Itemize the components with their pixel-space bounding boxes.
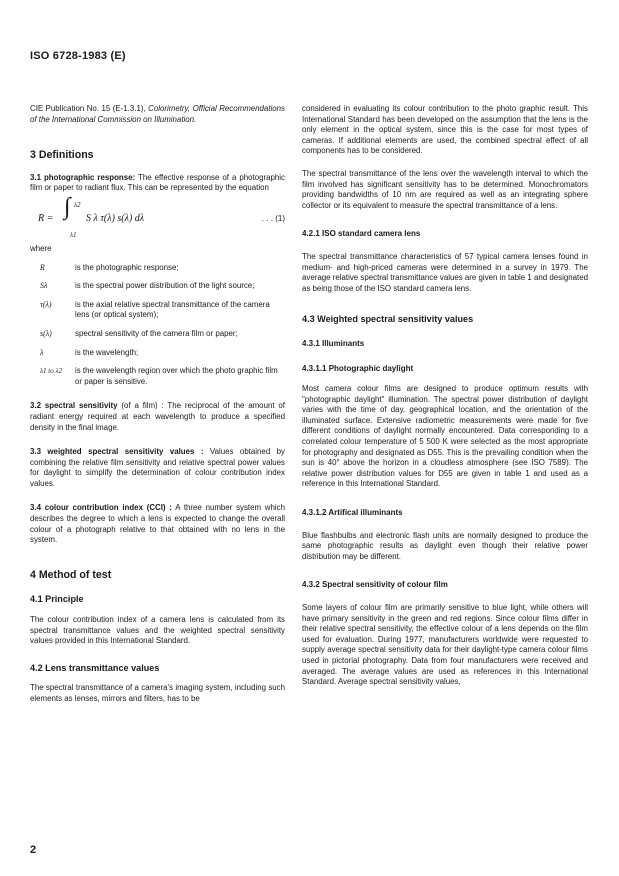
- definition-term: 3.2 spectral sensitivity: [30, 401, 118, 411]
- section-4-3-2-text: Some layers of colour film are primarily sensitive to blue light, while others will have primary sensitivity in the green and red regions. Since colour films differ in their relative spectral sensitivity, the effective colour of a lens depends on the film used for evaluation. During 1977, manufacturers worldwide were requested to supply average spectral sensitivity data for their daylight-type camera colour films used in pictorial photography. Data from four manufacturers were received and averaged. The average values are used as references in this International Standard. Average spectral sensitivity values,: [302, 603, 588, 687]
- equation-number: . . . (1): [261, 213, 285, 223]
- definition-row: [30, 300, 285, 321]
- intro-reference: CIE Publication No. 15 (E-1.3.1), Colorimetry, Official Recommendations of the International Commission on Illumination.: [30, 104, 285, 124]
- symbol-description: is the axial relative spectral transmittance of the camera lens (or optical system);: [75, 299, 270, 320]
- intro-reference-title: Colorimetry, Official Recommendations of the International Commission on Illumination.: [30, 104, 285, 124]
- symbol-description: is the wavelength region over which the photo graphic film or paper is sensitive.: [75, 366, 278, 386]
- definition-3-3: 3.3 weighted spectral sensitivity values : Values obtained by combining the relative film sensitivity and relative spectral power values for daylight to simplify the determination of colour contribution index values.: [30, 447, 285, 488]
- where-label: where: [30, 243, 52, 253]
- section-4-3-1-2-text: Blue flashbulbs and electronic flash units are normally designed to produce the same photographic results as daylight even though their relative power distribution may be different.: [302, 530, 588, 561]
- symbol-description: is the photographic response;: [75, 262, 179, 272]
- symbol-description: spectral sensitivity of the camera film or paper;: [75, 328, 238, 338]
- section-4-1-heading: 4.1 Principle: [30, 594, 84, 605]
- definition-3-4: 3.4 colour contribution index (CCI) : A three number system which describes the degree to which a lens is expected to change the overall colour of a photograph relative to that obtained with no lens in the system.: [30, 503, 285, 545]
- section-4-3-1-heading: 4.3.1 Illuminants: [302, 338, 365, 348]
- integral-lower-limit: λ1: [70, 230, 77, 239]
- section-4-2-1-heading: 4.2.1 ISO standard camera lens: [302, 229, 421, 239]
- definition-term: 3.1 photographic response:: [30, 172, 136, 182]
- section-4-3-1-2-heading: 4.3.1.2 Artifical illuminants: [302, 508, 403, 518]
- symbol: τ(λ): [40, 299, 52, 309]
- page-number: 2: [30, 844, 37, 856]
- document-header: ISO 6728-1983 (E): [30, 50, 126, 62]
- section-4-heading: 4 Method of test: [30, 568, 112, 581]
- left-column: [30, 100, 285, 705]
- right-column: [302, 100, 588, 688]
- symbol: s(λ): [40, 328, 52, 338]
- definition-row: [30, 329, 285, 340]
- section-4-3-1-1-heading: 4.3.1.1 Photographic daylight: [302, 363, 414, 373]
- section-4-3-2-heading: 4.3.2 Spectral sensitivity of colour film: [302, 580, 448, 590]
- symbol: λ: [40, 347, 44, 357]
- symbol-description: is the spectral power distribution of the light source;: [75, 281, 255, 291]
- integral-sign: ∫: [64, 193, 71, 220]
- section-4-2-1-text: The spectral transmittance characteristics of 57 typical camera lenses found in medium- and high-priced cameras were determined in a survey in 1979. The average relative spectral transmittance values are given in table 1 and designated as being those of the ISO standard camera lens.: [302, 251, 588, 293]
- section-4-1-text: The colour contribution index of a camera lens is calculated from its spectral transmittance values and the weighted spectral sensitivity values provided in this International Standard.: [30, 615, 285, 646]
- symbol-description: is the wavelength;: [75, 347, 139, 357]
- definition-row: [30, 263, 285, 274]
- definition-3-2: 3.2 spectral sensitivity (of a film) : The reciprocal of the amount of radiant energy required at each wavelength to produce a specified density in the final image.: [30, 401, 285, 432]
- section-4-3-1-1-text: Most camera colour films are designed to produce optimum results with "photographic daylight" illumination. The spectral power distribution of daylight varies with the time of day, geographical location, and the orientation of the illuminated surface. Extensive radiometric measurements were made for five different conditions of daylight normally encountered. Data corresponding to a correlated colour temperature of 5 500 K were selected as the most appropriate for photography and designated as D55. This is the prevailing condition when the sun is 40° above the horizon in a cloudless atmosphere (see ISO 7589). The relative power distribution values for D55 are given in table 1 and used as a reference in this International Standard.: [302, 384, 588, 489]
- section-4-2-text: The spectral transmittance of a camera's imaging system, including such elements as lenses, mirrors and filters, has to be: [30, 683, 285, 703]
- symbol-definitions: [30, 263, 285, 388]
- symbol: R: [40, 262, 45, 272]
- lens-paragraph-2: The spectral transmittance of the lens over the wavelength interval to which the film involved has significant sensitivity has to be determined. Monochromators providing bandwidths of 10 nm are required as well as an integrating sphere collector or its equivalent to measure the spectral transmittance of a lens.: [302, 168, 588, 210]
- definition-3-1: 3.1 photographic response: The effective response of a photographic film or paper to radiant flux. This can be represented by the equation: [30, 172, 285, 193]
- equation-1: [30, 193, 285, 240]
- definition-row: [30, 348, 285, 359]
- section-4-3-heading: 4.3 Weighted spectral sensitivity values: [302, 314, 474, 325]
- definition-row: [30, 281, 285, 292]
- equation-lhs: R =: [38, 212, 54, 224]
- integral-upper-limit: λ2: [74, 200, 81, 209]
- definition-term: 3.3 weighted spectral sensitivity values :: [30, 447, 204, 457]
- section-3-heading: 3 Definitions: [30, 149, 94, 162]
- definition-term: 3.4 colour contribution index (CCI) :: [30, 503, 172, 513]
- equation-integrand: S λ τ(λ) s(λ) dλ: [86, 212, 145, 224]
- section-4-2-heading: 4.2 Lens transmittance values: [30, 662, 160, 673]
- lens-paragraph-1: considered in evaluating its colour contribution to the photo graphic result. This International Standard has been developed on the assumption that the lens is the only element in the optical system, since this is the case for most types of cameras. If additional elements are used, the combined spectral effect of all components has to be considered.: [302, 104, 588, 156]
- definition-row: [30, 366, 285, 387]
- symbol: Sλ: [40, 281, 48, 291]
- symbol: λ1 to λ2: [40, 367, 63, 376]
